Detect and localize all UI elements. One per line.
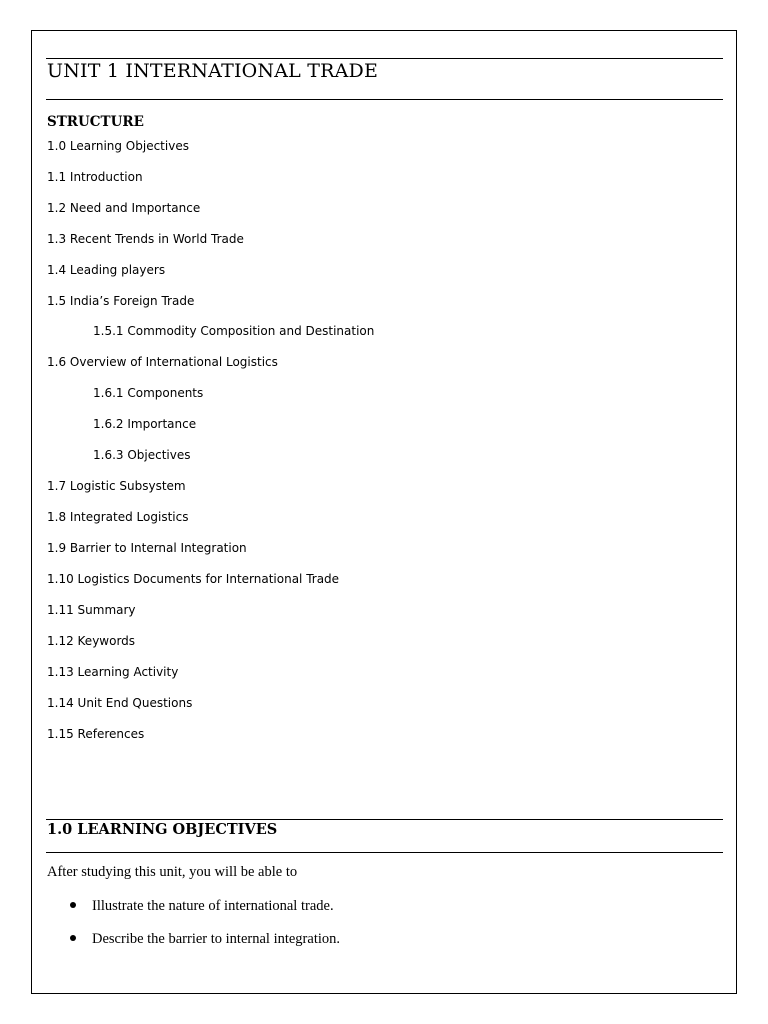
- bullet-icon: [70, 935, 76, 941]
- toc-subitem: 1.6.2 Importance: [93, 417, 197, 431]
- toc-item: 1.4 Leading players: [47, 263, 166, 277]
- toc-subitem: 1.6.3 Objectives: [93, 448, 191, 462]
- toc-item: 1.14 Unit End Questions: [47, 696, 193, 710]
- toc-item: 1.5 India’s Foreign Trade: [47, 294, 195, 308]
- toc-item: 1.13 Learning Activity: [47, 665, 179, 679]
- toc-item: 1.12 Keywords: [47, 634, 136, 648]
- toc-item: 1.10 Logistics Documents for International Trade: [47, 572, 340, 586]
- toc-item: 1.2 Need and Importance: [47, 201, 201, 215]
- toc-item: 1.11 Summary: [47, 603, 136, 617]
- unit-title: UNIT 1 INTERNATIONAL TRADE: [47, 60, 379, 82]
- bullet-icon: [70, 902, 76, 908]
- toc-item: 1.8 Integrated Logistics: [47, 510, 189, 524]
- structure-heading: STRUCTURE: [47, 114, 144, 130]
- objectives-intro: After studying this unit, you will be able to: [47, 864, 298, 880]
- toc-item: 1.15 References: [47, 727, 145, 741]
- toc-item: 1.9 Barrier to Internal Integration: [47, 541, 247, 555]
- toc-item: 1.3 Recent Trends in World Trade: [47, 232, 244, 246]
- toc-item: 1.6 Overview of International Logistics: [47, 355, 278, 369]
- toc-subitem: 1.5.1 Commodity Composition and Destination: [93, 324, 375, 338]
- section-top-rule: [46, 819, 723, 820]
- toc-item: 1.1 Introduction: [47, 170, 143, 184]
- section-bottom-rule: [46, 852, 723, 853]
- toc-subitem: 1.6.1 Components: [93, 386, 204, 400]
- bullet-text: Illustrate the nature of international trade.: [92, 898, 334, 914]
- bullet-text: Describe the barrier to internal integration.: [92, 931, 341, 947]
- title-top-rule: [46, 58, 723, 59]
- title-bottom-rule: [46, 99, 723, 100]
- list-item: [70, 931, 340, 948]
- list-item: [70, 898, 334, 915]
- toc-item: 1.0 Learning Objectives: [47, 139, 189, 153]
- section-heading: 1.0 LEARNING OBJECTIVES: [47, 821, 278, 838]
- toc-item: 1.7 Logistic Subsystem: [47, 479, 186, 493]
